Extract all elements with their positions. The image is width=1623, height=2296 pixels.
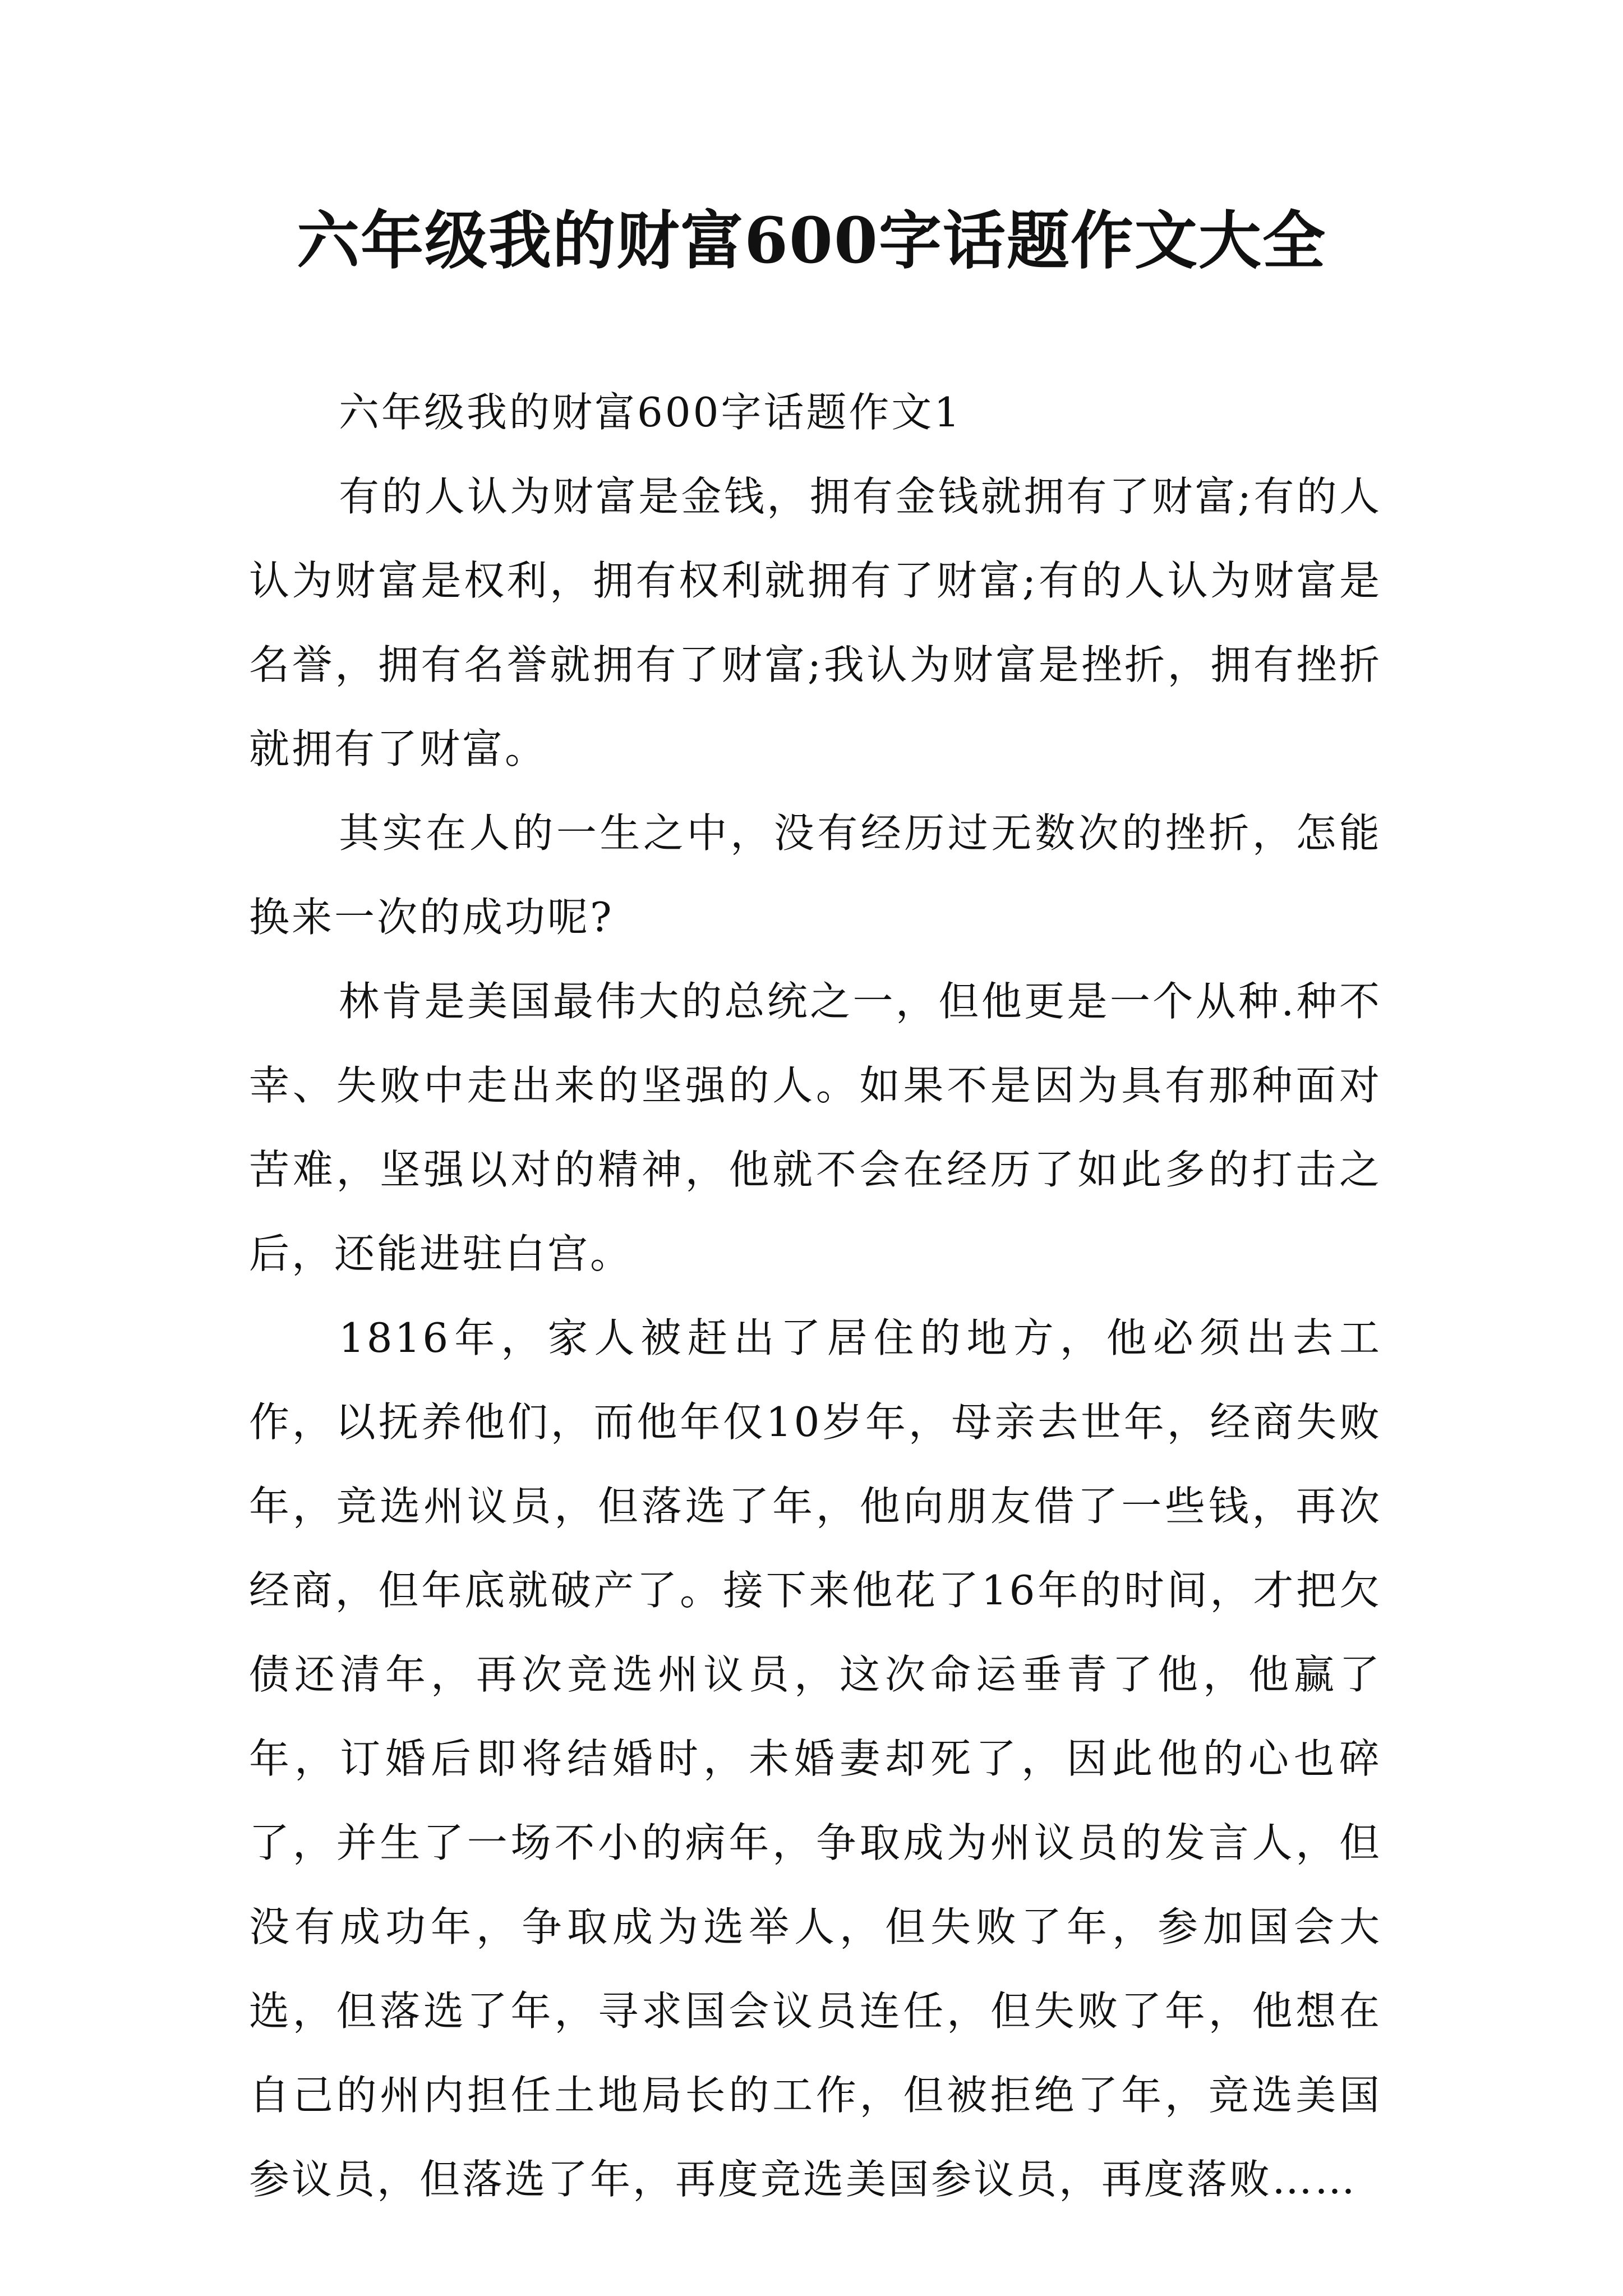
section-heading: 六年级我的财富600字话题作文1 xyxy=(339,389,962,436)
paragraph: 林肯是美国最伟大的总统之一，但他更是一个从种.种不幸、失败中走出来的坚强的人。如果不是因为具有那种面对苦难，坚强以对的精神，他就不会在经历了如此多的打击之后，还能进驻白宫。 xyxy=(249,978,1382,1277)
paragraph: 1816年，家人被赶出了居住的地方，他必须出去工作，以抚养他们，而他年仅10岁年，母亲去世年，经商失败年，竞选州议员，但落选了年，他向朋友借了一些钱，再次经商，但年底就破产了。接下来他花了16年的时间，才把欠债还清年，再次竞选州议员，这次命运垂青了他，他赢了年，订婚后即将结婚时，未婚妻却死了，因此他的心也碎了，并生了一场不小的病年，争取成为州议员的发言人，但没有成功年，争取成为选举人，但失败了年，参加国会大选，但落选了年，寻求国会议员连任，但失败了年，他想在自己的州内担任土地局长的工作，但被拒绝了年，竞选美国参议员，但落选了年，再度竞选美国参议员，再度落败…… xyxy=(249,1314,1382,2203)
document-body xyxy=(249,370,1382,2221)
paragraph: 其实在人的一生之中，没有经历过无数次的挫折，怎能换来一次的成功呢? xyxy=(249,809,1382,941)
document-title: 六年级我的财富600字话题作文大全 xyxy=(297,204,1326,278)
paragraph: 有的人认为财富是金钱，拥有金钱就拥有了财富;有的人认为财富是权利，拥有权利就拥有了财富;有的人认为财富是名誉，拥有名誉就拥有了财富;我认为财富是挫折，拥有挫折就拥有了财富。 xyxy=(249,473,1382,772)
